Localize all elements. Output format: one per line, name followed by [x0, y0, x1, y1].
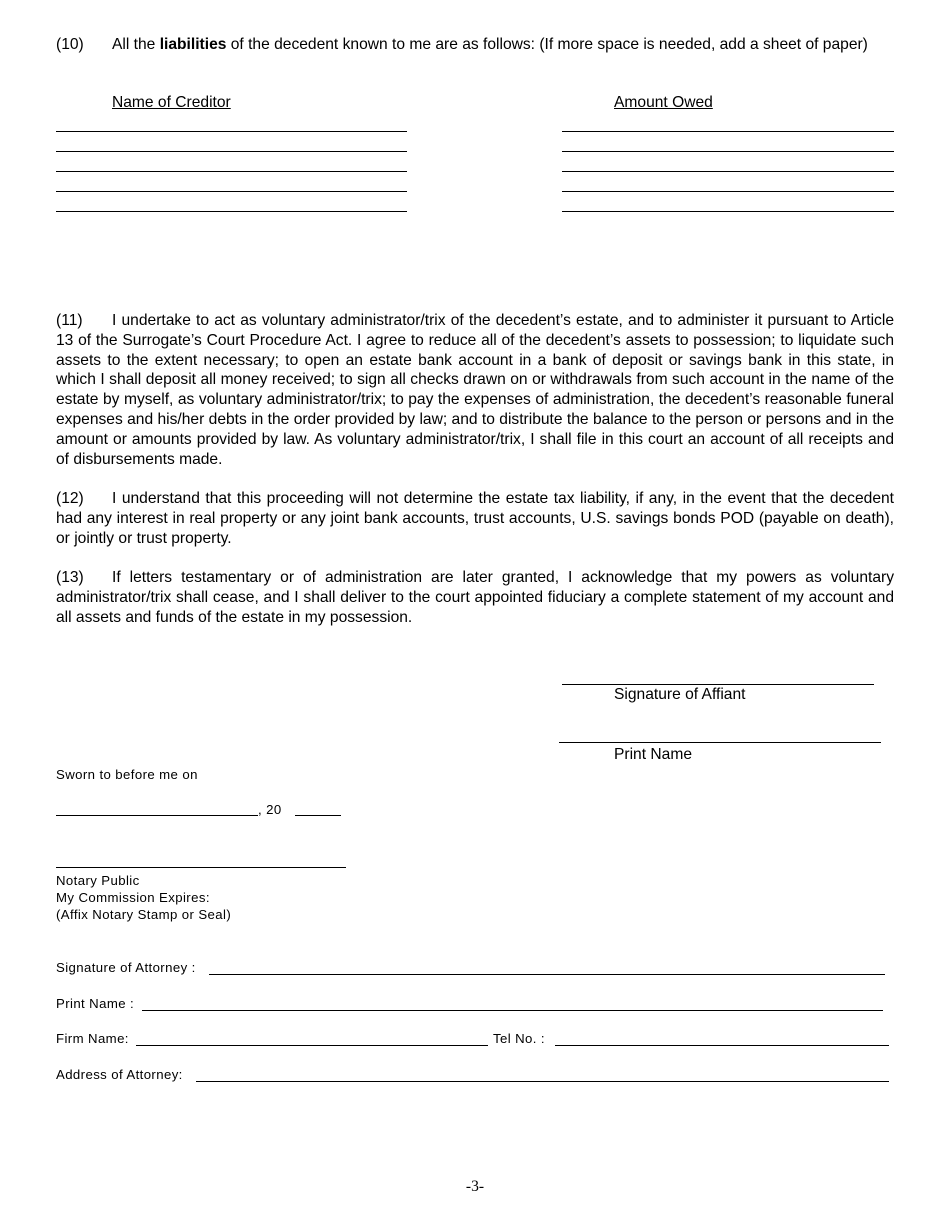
attorney-address-line[interactable] — [196, 1081, 889, 1082]
affiant-print-name-line[interactable] — [559, 742, 881, 743]
creditor-blank-line[interactable] — [56, 171, 407, 172]
attorney-print-name-row — [56, 996, 890, 1016]
tel-no-label: Tel No. : — [493, 1031, 545, 1046]
creditor-blank-line[interactable] — [56, 191, 407, 192]
creditor-blank-line[interactable] — [56, 211, 407, 212]
attorney-address-row — [56, 1067, 890, 1087]
creditor-blank-line[interactable] — [56, 131, 407, 132]
amount-blank-line[interactable] — [562, 151, 894, 152]
firm-name-line[interactable] — [136, 1045, 488, 1046]
attorney-print-name-line[interactable] — [142, 1010, 883, 1011]
firm-row — [56, 1031, 890, 1051]
sworn-date-line[interactable] — [56, 815, 258, 816]
print-name-label: Print Name — [614, 746, 692, 763]
attorney-signature-row — [56, 960, 890, 980]
paragraph-number: (11) — [56, 312, 83, 329]
sworn-year-line[interactable] — [295, 815, 341, 816]
attorney-address-label: Address of Attorney: — [56, 1067, 183, 1082]
signature-of-affiant-label: Signature of Affiant — [614, 686, 746, 703]
creditor-blank-line[interactable] — [56, 151, 407, 152]
name-of-creditor-header: Name of Creditor — [112, 94, 231, 111]
amount-owed-header: Amount Owed — [614, 94, 713, 111]
amount-blank-line[interactable] — [562, 171, 894, 172]
paragraph-number: (10) — [56, 36, 84, 53]
paragraph-number: (12) — [56, 490, 84, 507]
attorney-signature-line[interactable] — [209, 974, 885, 975]
commission-expires-label: My Commission Expires: — [56, 890, 210, 905]
tel-no-line[interactable] — [555, 1045, 889, 1046]
notary-signature-line[interactable] — [56, 867, 346, 868]
notary-public-label: Notary Public — [56, 873, 140, 888]
paragraph-11: (11) I undertake to act as voluntary administrator/trix of the decedent’s estate, and to administer it pursuant to Article 13 of the Surrogate’s Court Procedure Act. I agree to reduce all of the decedent’s assets to possession; to liquidate such assets to the extent necessary; to open an estate bank account in a bank of deposit or savings bank in this state, in which I shall deposit all money received; to sign all checks drawn on or withdrawals from such account in the name of the estate by myself, as voluntary administrator/trix; to pay the expenses of administration, the decedent’s reasonable funeral expenses and his/her debts in the order provided by law; and to distribute the balance to the person or persons and in the amount or amounts provided by law. As voluntary administrator/trix, I shall file in this court an account of all receipts and of disbursements made. — [56, 312, 894, 468]
notary-stamp-label: (Affix Notary Stamp or Seal) — [56, 907, 232, 922]
paragraph-number: (13) — [56, 569, 84, 586]
sworn-label: Sworn to before me on — [56, 767, 198, 782]
liabilities-bold: liabilities — [159, 36, 227, 53]
amount-blank-line[interactable] — [562, 131, 894, 132]
amount-blank-line[interactable] — [562, 191, 894, 192]
amount-blank-line[interactable] — [562, 211, 894, 212]
attorney-print-name-label: Print Name : — [56, 996, 135, 1011]
paragraph-10: (10) All the liabilities of the decedent known to me are as follows: (If more space is needed, add a sheet of paper) — [56, 36, 868, 53]
year-prefix: , 20 — [258, 802, 282, 817]
page-number: -3- — [465, 1178, 485, 1195]
affiant-signature-line[interactable] — [562, 684, 874, 685]
attorney-signature-label: Signature of Attorney : — [56, 960, 196, 975]
paragraph-13: (13) If letters testamentary or of administration are later granted, I acknowledge that my powers as voluntary administrator/trix shall cease, and I shall deliver to the court appointed fiduciary a complete statement of my account and all assets and funds of the estate in my possession. — [56, 569, 894, 626]
paragraph-12: (12) I understand that this proceeding will not determine the estate tax liability, if any, in the event that the decedent had any interest in real property or any joint bank accounts, trust accounts, U.S. savings bonds POD (payable on death), or jointly or trust property. — [56, 490, 894, 547]
firm-name-label: Firm Name: — [56, 1031, 129, 1046]
